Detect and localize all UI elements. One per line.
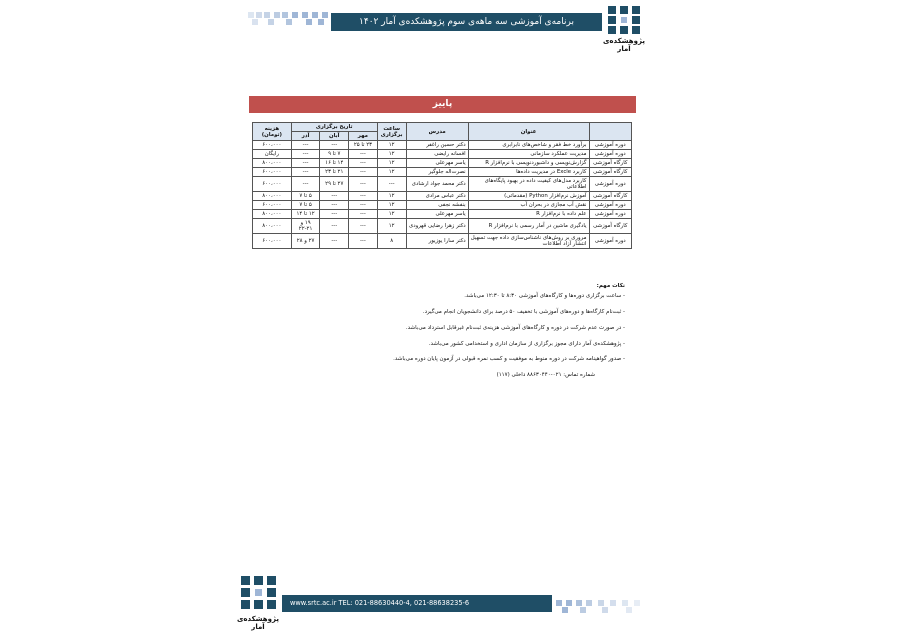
cell-azar: ۱۹ و ۲۱-۲۲ (291, 219, 320, 234)
cell-cost: ۶۰۰،۰۰۰ (253, 168, 292, 177)
header-title: عنوان (468, 123, 589, 141)
header-mehr: مهر (349, 132, 378, 141)
notes-title: نکات مهم: (596, 283, 625, 289)
cell-aban: ۲۷ تا ۲۹ (320, 177, 349, 192)
cell-aban: --- (320, 141, 349, 150)
season-banner: پاییز (249, 96, 636, 113)
table-row (253, 210, 632, 219)
header-type (589, 123, 632, 141)
notes-section (380, 283, 625, 379)
header-dates: تاریخ برگزاری (291, 123, 377, 132)
cell-azar: --- (291, 150, 320, 159)
cell-aban: --- (320, 234, 349, 249)
cell-azar: --- (291, 141, 320, 150)
table-row (253, 177, 632, 192)
cell-title: کاربرد Excle در مدیریت داده‌ها (468, 168, 589, 177)
cell-cost: ۸۰۰،۰۰۰ (253, 210, 292, 219)
institute-logo-icon (604, 4, 644, 36)
note-item: - پژوهشکده‌ی آمار دارای مجوز برگزاری از سازمان اداری و استخدامی کشور می‌باشد. (428, 340, 625, 347)
table-row (253, 192, 632, 201)
cell-hours: ۱۲ (377, 150, 406, 159)
contact-phone: شماره تماس: ۰۲۱-۸۸۶۳۰۴۴۰ داخلی (۱۱۷) (496, 372, 595, 379)
cell-cost: ۸۰۰،۰۰۰ (253, 219, 292, 234)
cell-hours: ۸ (377, 234, 406, 249)
cell-type: دوره آموزشی (589, 234, 632, 249)
cell-cost: ۶۰۰،۰۰۰ (253, 201, 292, 210)
cell-type: کارگاه آموزشی (589, 192, 632, 201)
cell-teacher: دکتر حسین راغفر (406, 141, 468, 150)
cell-azar: ۲۷ و ۲۸ (291, 234, 320, 249)
note-item: - ساعت برگزاری دوره‌ها و کارگاه‌های آموزشی ۸:۳۰ تا ۱۲:۳۰ می‌باشد. (464, 292, 625, 299)
cell-cost: ۸۰۰،۰۰۰ (253, 192, 292, 201)
cell-type: دوره آموزشی (589, 201, 632, 210)
table-row (253, 168, 632, 177)
cell-azar: --- (291, 168, 320, 177)
cell-title: مروری بر روش‌های ناشناس‌سازی داده جهت تسهیل انتشار آزاد اطلاعات (468, 234, 589, 249)
cell-hours: ۱۲ (377, 168, 406, 177)
cell-cost: ۸۰۰،۰۰۰ (253, 159, 292, 168)
header-decor-squares (248, 12, 338, 26)
cell-azar: ۱۲ تا ۱۴ (291, 210, 320, 219)
cell-title: نقش آب مجازی در بحران آب (468, 201, 589, 210)
cell-teacher: دکتر زهرا رضایی قهرودی (406, 219, 468, 234)
cell-title: گزارش‌نویسی و داشبوردنویسی با نرم‌افزار R (468, 159, 589, 168)
header-logo-text: پژوهشکده‌ی آمار (603, 37, 645, 53)
cell-teacher: افسانه رایضی (406, 150, 468, 159)
cell-mehr: ۲۳ تا ۲۵ (349, 141, 378, 150)
table-row (253, 159, 632, 168)
footer-logo-text: پژوهشکده‌ی آمار (237, 615, 279, 631)
cell-cost: ۶۰۰،۰۰۰ (253, 177, 292, 192)
cell-teacher: یاسر مهرعلی (406, 210, 468, 219)
cell-mehr: --- (349, 192, 378, 201)
footer-contact-bar: www.srtc.ac.ir TEL: 021-88630440-4, 021-88638235-6 (282, 595, 552, 612)
cell-azar: --- (291, 177, 320, 192)
cell-title: مدیریت عملکرد سازمانی (468, 150, 589, 159)
footer-logo-icon (238, 574, 278, 612)
cell-type: دوره آموزشی (589, 210, 632, 219)
cell-title: آموزش نرم‌افزار Python (مقدماتی) (468, 192, 589, 201)
table-row (253, 150, 632, 159)
cell-azar: ۵ تا ۷ (291, 192, 320, 201)
cell-type: دوره آموزشی (589, 150, 632, 159)
note-item: - در صورت عدم شرکت در دوره و کارگاه‌های آموزشی هزینه‌ی ثبت‌نام غیرقابل استرداد می‌باشد. (405, 324, 625, 331)
cell-mehr: --- (349, 219, 378, 234)
cell-mehr: --- (349, 201, 378, 210)
cell-aban: --- (320, 201, 349, 210)
cell-mehr: --- (349, 150, 378, 159)
cell-type: دوره آموزشی (589, 141, 632, 150)
header-hours: ساعت برگزاری (377, 123, 406, 141)
table-row (253, 201, 632, 210)
cell-type: کارگاه آموزشی (589, 159, 632, 168)
cell-teacher: نصرت‌اله جلوگیر (406, 168, 468, 177)
table-row (253, 234, 632, 249)
cell-aban: ۷ تا ۹ (320, 150, 349, 159)
header-teacher: مدرس (406, 123, 468, 141)
table-row (253, 141, 632, 150)
cell-cost: ۶۰۰،۰۰۰ (253, 141, 292, 150)
cell-teacher: یاسر مهرعلی (406, 159, 468, 168)
cell-title: علم داده با نرم‌افزار R (468, 210, 589, 219)
cell-title: کاربرد مدل‌های کیفیت داده در بهبود پایگاه‌های اطلاعاتی (468, 177, 589, 192)
cell-cost: ۶۰۰،۰۰۰ (253, 234, 292, 249)
cell-mehr: --- (349, 168, 378, 177)
cell-mehr: --- (349, 234, 378, 249)
cell-mehr: --- (349, 210, 378, 219)
cell-mehr: --- (349, 177, 378, 192)
note-item: - ثبت‌نام کارگاه‌ها و دوره‌های آموزشی با تخفیف ۵۰ درصد برای دانشجویان انجام می‌گیرد. (422, 308, 625, 315)
cell-azar: --- (291, 159, 320, 168)
cell-teacher: بنفشه نجفی (406, 201, 468, 210)
header-azar: آذر (291, 132, 320, 141)
cell-aban: --- (320, 210, 349, 219)
cell-teacher: دکتر سارا یوزیور (406, 234, 468, 249)
cell-hours: ۱۲ (377, 159, 406, 168)
cell-title: برآورد خط فقر و شاخص‌های نابرابری (468, 141, 589, 150)
cell-hours: ۱۲ (377, 219, 406, 234)
cell-aban: ۱۴ تا ۱۶ (320, 159, 349, 168)
header-cost: هزینه (تومان) (253, 123, 292, 141)
footer-decor-squares (556, 597, 646, 613)
cell-title: یادگیری ماشین در آمار رسمی با نرم‌افزار R (468, 219, 589, 234)
cell-teacher: دکتر محمد جواد ارشادی (406, 177, 468, 192)
cell-type: کارگاه آموزشی (589, 168, 632, 177)
note-item: - صدور گواهینامه شرکت در دوره منوط به موفقیت و کسب نمره قبولی در آزمون پایان دوره می‌باشد. (393, 356, 625, 363)
table-row (253, 219, 632, 234)
cell-mehr: --- (349, 159, 378, 168)
cell-aban: --- (320, 192, 349, 201)
cell-aban: --- (320, 219, 349, 234)
cell-type: کارگاه آموزشی (589, 219, 632, 234)
cell-type: دوره آموزشی (589, 177, 632, 192)
cell-hours: ۱۲ (377, 210, 406, 219)
cell-aban: ۲۱ تا ۲۳ (320, 168, 349, 177)
cell-teacher: دکتر عباس مرادی (406, 192, 468, 201)
cell-hours: ۱۲ (377, 141, 406, 150)
schedule-body (253, 141, 632, 249)
header-aban: آبان (320, 132, 349, 141)
cell-cost: رایگان (253, 150, 292, 159)
cell-hours: ۱۲ (377, 192, 406, 201)
cell-hours: --- (377, 177, 406, 192)
header-title-bar: برنامه‌ی آموزشی سه ماهه‌ی سوم پژوهشکده‌ی آمار ۱۴۰۲ (331, 13, 602, 31)
schedule-table (252, 122, 632, 249)
cell-hours: ۱۲ (377, 201, 406, 210)
cell-azar: ۵ تا ۷ (291, 201, 320, 210)
